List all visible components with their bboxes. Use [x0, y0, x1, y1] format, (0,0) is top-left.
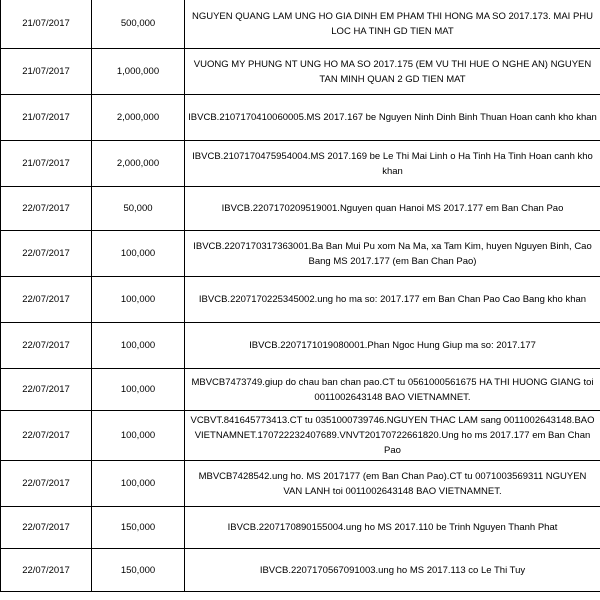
date-cell: 21/07/2017: [1, 141, 92, 187]
date-cell: 22/07/2017: [1, 461, 92, 507]
date-cell: 22/07/2017: [1, 231, 92, 277]
description-cell: IBVCB.2207170225345002.ung ho ma so: 2017.177 em Ban Chan Pao Cao Bang kho khan: [185, 277, 600, 323]
description-cell: MBVCB7428542.ung ho. MS 2017177 (em Ban Chan Pao).CT tu 0071003569311 NGUYEN VAN LANH toi 0011002643148 BAO VIETNAMNET.: [185, 461, 600, 507]
description-cell: NGUYEN QUANG LAM UNG HO GIA DINH EM PHAM THI HONG MA SO 2017.173. MAI PHU LOC HA TINH GD TIEN MAT: [185, 0, 600, 49]
table-row: [1, 95, 600, 141]
description-cell: IBVCB.2207171019080001.Phan Ngoc Hung Giup ma so: 2017.177: [185, 323, 600, 369]
date-cell: 22/07/2017: [1, 323, 92, 369]
table-row: [1, 461, 600, 507]
table-row: [1, 323, 600, 369]
table-row: [1, 0, 600, 49]
date-cell: 22/07/2017: [1, 411, 92, 461]
date-cell: 22/07/2017: [1, 277, 92, 323]
description-cell: IBVCB.2107170410060005.MS 2017.167 be Nguyen Ninh Dinh Binh Thuan Hoan canh kho khan: [185, 95, 600, 141]
date-cell: 21/07/2017: [1, 49, 92, 95]
table-row: [1, 549, 600, 592]
date-cell: 22/07/2017: [1, 187, 92, 231]
amount-cell: 150,000: [92, 507, 185, 549]
amount-cell: 100,000: [92, 411, 185, 461]
amount-cell: 150,000: [92, 549, 185, 592]
amount-cell: 100,000: [92, 231, 185, 277]
table-row: [1, 369, 600, 411]
description-cell: IBVCB.2107170475954004.MS 2017.169 be Le Thi Mai Linh o Ha Tinh Ha Tinh Hoan canh kho khan: [185, 141, 600, 187]
ledger-body: [1, 0, 600, 592]
amount-cell: 100,000: [92, 323, 185, 369]
amount-cell: 50,000: [92, 187, 185, 231]
date-cell: 22/07/2017: [1, 369, 92, 411]
description-cell: MBVCB7473749.giup do chau ban chan pao.CT tu 0561000561675 HA THI HUONG GIANG toi 0011002643148 BAO VIETNAMNET.: [185, 369, 600, 411]
table-row: [1, 507, 600, 549]
table-row: [1, 277, 600, 323]
description-cell: IBVCB.2207170890155004.ung ho MS 2017.110 be Trinh Nguyen Thanh Phat: [185, 507, 600, 549]
amount-cell: 2,000,000: [92, 141, 185, 187]
amount-cell: 1,000,000: [92, 49, 185, 95]
table-row: [1, 141, 600, 187]
date-cell: 21/07/2017: [1, 95, 92, 141]
description-cell: IBVCB.2207170209519001.Nguyen quan Hanoi MS 2017.177 em Ban Chan Pao: [185, 187, 600, 231]
description-cell: IBVCB.2207170317363001.Ba Ban Mui Pu xom Na Ma, xa Tam Kim, huyen Nguyen Binh, Cao Bang MS 2017.177 (em Ban Chan Pao): [185, 231, 600, 277]
table-row: [1, 49, 600, 95]
table-row: [1, 187, 600, 231]
amount-cell: 100,000: [92, 461, 185, 507]
amount-cell: 100,000: [92, 369, 185, 411]
description-cell: IBVCB.2207170567091003.ung ho MS 2017.113 co Le Thi Tuy: [185, 549, 600, 592]
amount-cell: 2,000,000: [92, 95, 185, 141]
date-cell: 21/07/2017: [1, 0, 92, 49]
table-row: [1, 411, 600, 461]
date-cell: 22/07/2017: [1, 549, 92, 592]
table-row: [1, 231, 600, 277]
description-cell: VCBVT.841645773413.CT tu 0351000739746.NGUYEN THAC LAM sang 0011002643148.BAO VIETNAMNET.170722232407689.VNVT20170722661820.Ung ho ms 2017.177 em Ban Chan Pao: [185, 411, 600, 461]
amount-cell: 100,000: [92, 277, 185, 323]
amount-cell: 500,000: [92, 0, 185, 49]
description-cell: VUONG MY PHUNG NT UNG HO MA SO 2017.175 (EM VU THI HUE O NGHE AN) NGUYEN TAN MINH QUAN 2 GD TIEN MAT: [185, 49, 600, 95]
date-cell: 22/07/2017: [1, 507, 92, 549]
